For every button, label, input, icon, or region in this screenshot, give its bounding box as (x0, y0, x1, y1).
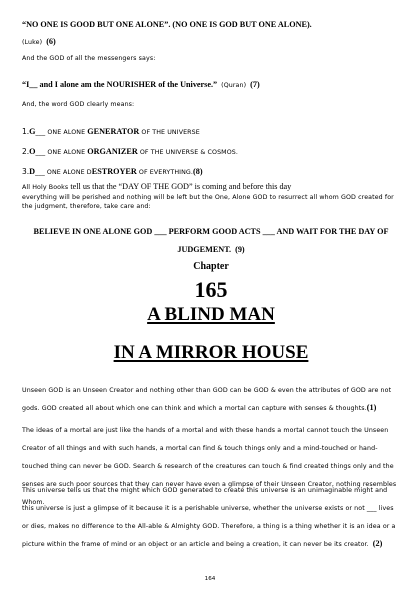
meaning-connector: ___ ONE ALONE D (35, 169, 92, 176)
meaning-keyword: ESTROYER (91, 167, 137, 176)
chapter-title-text-2: IN A MIRROR HOUSE (113, 342, 309, 363)
meaning-number: 3. (22, 167, 30, 176)
body-paragraph (22, 479, 400, 551)
meaning-item (22, 141, 400, 159)
luke-source: (Luke) (22, 39, 43, 46)
paragraph-text: Unseen GOD is an Unseen Creator and nothing other than GOD can be GOD & even the attributes of GOD are not gods. GOD created all about which one can think and which a mortal can capture with senses & thoughts. (22, 387, 392, 412)
holy-books-serif: tell us that the “DAY OF THE GOD” is coming and before this day (70, 182, 292, 191)
holy-books-lead: All Holy Books (22, 184, 71, 191)
meaning-item (22, 161, 400, 179)
paragraph-ref: (1) (366, 403, 377, 412)
holy-books-paragraph (22, 180, 400, 212)
luke-quote (22, 20, 400, 49)
meaning-connector: ___ ONE ALONE (35, 149, 88, 156)
meaning-connector: ___ ONE ALONE (35, 129, 88, 136)
meaning-tail: OF THE UNIVERSE & COSMOS. (137, 149, 238, 156)
quran-quote (22, 74, 400, 92)
meaning-tail: OF EVERYTHING. (136, 169, 194, 176)
meaning-ref: (8) (193, 167, 203, 176)
chapter-title-line-2 (22, 342, 400, 364)
quran-quote-text: “I__ and I alone am the NOURISHER of the Universe.” (22, 80, 218, 89)
chapter-label (22, 261, 400, 272)
word-god-line: And, the word GOD clearly means: (22, 101, 135, 108)
quran-ref: (7) (250, 80, 260, 89)
paragraph-text: This universe tells us that the might which GOD generated to create this universe is an unimaginable might and this universe is just a glimpse of it because it is a perishable universe, whether the universe exists or not ___ lives or dies, makes no difference to the All-able & Almighty GOD. Therefore, a thing is a thing whether it is an idea or a picture within the frame of mind or an object or an article and being a creation, it can never be its creator. (22, 487, 396, 548)
paragraph-text: The ideas of a mortal are just like the hands of a mortal and with these hands a mortal cannot touch the Unseen Creator of all things and with such hands, a mortal can find & touch things only and a mind-touched or hand-touched thing can never be GOD. Search & research of the creatures can touch & find created things only and the senses are such poor sources that they can never have even a glimpse of their Unseen Creator, nothing resembles Whom. (22, 427, 397, 506)
believe-statement (22, 221, 400, 257)
meaning-letter: G (29, 127, 36, 136)
meaning-letter: O (29, 147, 36, 156)
chapter-title-line-1 (22, 304, 400, 326)
body-paragraph (22, 379, 400, 415)
believe-ref: (9) (235, 245, 245, 254)
chapter-label-text: Chapter (193, 261, 229, 272)
luke-ref: (6) (46, 37, 56, 46)
chapter-number-text: 165 (194, 277, 228, 302)
meaning-letter: D (29, 167, 36, 176)
meaning-number: 2. (22, 147, 30, 156)
meaning-keyword: GENERATOR (87, 127, 140, 136)
page-number: 164 (204, 576, 216, 582)
chapter-title-text-1: A BLIND MAN (147, 304, 275, 325)
meaning-item (22, 121, 400, 139)
quran-source: (Quran) (221, 82, 247, 89)
chapter-number (22, 277, 400, 303)
luke-quote-text: “NO ONE IS GOOD BUT ONE ALONE”. (NO ONE IS GOD BUT ONE ALONE). (22, 20, 312, 29)
believe-text: BELIEVE IN ONE ALONE GOD ___ PERFORM GOOD ACTS ___ AND WAIT FOR THE DAY OF JUDGEMENT. (33, 227, 389, 254)
intro-line: And the GOD of all the messengers says: (22, 55, 156, 62)
meaning-tail: OF THE UNIVERSE (139, 129, 200, 136)
paragraph-ref: (2) (372, 539, 383, 548)
holy-books-rest: everything will be perished and nothing will be left but the One, Alone GOD to resurrect all whom GOD created for the judgment, therefore, take care and: (22, 193, 394, 211)
meaning-number: 1. (22, 127, 30, 136)
meaning-keyword: ORGANIZER (87, 147, 138, 156)
